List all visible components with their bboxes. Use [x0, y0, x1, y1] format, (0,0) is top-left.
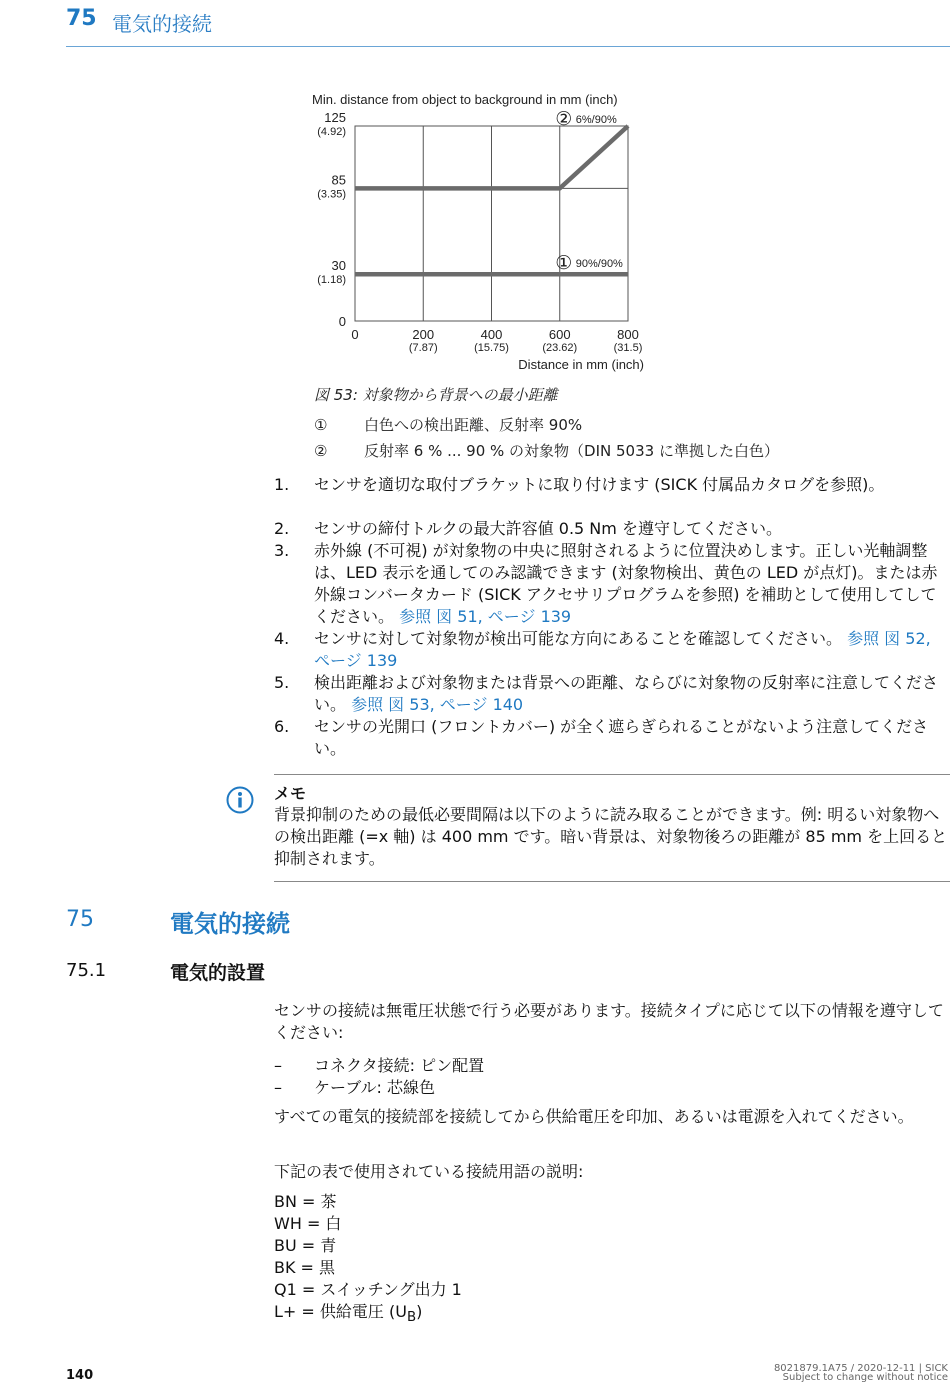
- power-paragraph: すべての電気的接続部を接続してから供給電圧を印加、あるいは電源を入れてください。: [274, 1107, 914, 1126]
- x-tick-sublabel: (15.75): [474, 342, 509, 354]
- series-marker: ①: [555, 253, 573, 275]
- dash-bullet: –: [274, 1078, 282, 1097]
- step-number: 3.: [274, 541, 290, 560]
- step-text: センサを適切な取付ブラケットに取り付けます (SICK 付属品カタログを参照)。: [314, 475, 885, 494]
- dash-bullet: –: [274, 1056, 282, 1075]
- header-chapter-title: 電気的接続: [112, 12, 212, 36]
- step-item: [274, 628, 950, 672]
- note-divider-top: [274, 774, 950, 775]
- step-4-reference-link[interactable]: 参照 図 52, ページ 139: [314, 629, 931, 670]
- y-tick-label: 30: [331, 258, 346, 274]
- term-q1: Q1 = スイッチング出力 1: [274, 1280, 462, 1299]
- section-number: 75: [66, 907, 94, 932]
- term-wh: WH = 白: [274, 1214, 342, 1233]
- term-supply: L+ = 供給電圧 $(U_B)$: [274, 1302, 423, 1326]
- info-icon: [226, 786, 254, 814]
- terms-list: [274, 1191, 462, 1329]
- step-text: センサの締付トルクの最大許容値 0.5 Nm を遵守してください。: [314, 519, 782, 538]
- header-rule: [66, 46, 950, 47]
- y-tick-sublabel: (1.18): [317, 274, 346, 287]
- dash-list-item: [274, 1053, 484, 1076]
- page-number: 140: [66, 1368, 94, 1383]
- legend-item: [314, 440, 779, 461]
- chart-grid: [355, 126, 628, 321]
- dash-list-item: [274, 1075, 435, 1098]
- x-tick-label: 0: [351, 327, 359, 342]
- note-body: 背景抑制のための最低必要間隔は以下のように読み取ることができます。例: 明るい対象物への検出距離 (=x 軸) は 400 mm です。暗い背景は、対象物後ろの距離が 85 mm を上回ると抑制されます。: [274, 805, 948, 868]
- y-tick-label: 125: [324, 110, 346, 125]
- term-bn: BN = 茶: [274, 1192, 337, 1211]
- y-axis-ticks: [317, 110, 346, 329]
- step-item: [274, 672, 950, 716]
- legend-key: ①: [314, 416, 328, 434]
- x-tick-label: 800: [617, 327, 639, 342]
- section-title: 電気的接続: [170, 910, 290, 938]
- subsection-title: 電気的設置: [170, 962, 266, 984]
- series-marker: ②: [555, 109, 573, 130]
- step-number: 2.: [274, 519, 290, 538]
- step-number: 5.: [274, 673, 290, 692]
- step-text: 検出距離および対象物または背景への距離、ならびに対象物の反射率に注意してください。: [314, 673, 939, 714]
- term-bk: BK = 黒: [274, 1258, 336, 1277]
- step-text: センサの光開口 (フロントカバー) が全く遮らぎられることがないよう注意してください。: [314, 717, 929, 758]
- step-3-reference-link[interactable]: 参照 図 51, ページ 139: [399, 607, 572, 626]
- step-text: 赤外線 (不可視) が対象物の中央に照射されるように位置決めします。正しい光軸調整は、LED 表示を通してのみ認識できます (対象物検出、黄色の LED が点灯)。または赤外線コンバータカード (SICK アクセサリプログラムを参照) を補助として使用してしてください。: [314, 541, 938, 626]
- series-label: 90%/90%: [575, 258, 623, 271]
- y-tick-sublabel: (3.35): [317, 188, 346, 201]
- step-item: [274, 540, 950, 628]
- chart-title: Min. distance from object to background in mm (inch): [312, 92, 618, 107]
- x-tick-label: 200: [412, 327, 435, 342]
- step-item: [274, 474, 950, 496]
- y-tick-label: 0: [338, 314, 346, 329]
- header-chapter-number: 75: [66, 6, 97, 31]
- x-tick-label: 400: [480, 327, 503, 342]
- min-distance-chart: [300, 86, 660, 376]
- step-item: [274, 518, 950, 540]
- step-item: [274, 716, 950, 760]
- step-number: 1.: [274, 475, 290, 494]
- terms-intro: 下記の表で使用されている接続用語の説明:: [274, 1162, 584, 1181]
- legend-text: 反射率 6 % ... 90 % の対象物（DIN 5033 に準拠した白色）: [364, 442, 779, 460]
- note-title: メモ: [274, 784, 307, 803]
- y-tick-sublabel: (4.92): [317, 126, 346, 138]
- legend-key: ②: [314, 442, 328, 460]
- step-number: 4.: [274, 629, 290, 648]
- x-tick-label: 600: [548, 327, 571, 342]
- step-5-reference-link[interactable]: 参照 図 53, ページ 140: [351, 695, 524, 714]
- x-tick-sublabel: (23.62): [542, 342, 578, 354]
- x-axis-label: Distance in mm (inch): [518, 357, 644, 372]
- y-tick-label: 85: [331, 172, 346, 188]
- x-tick-sublabel: (7.87): [408, 342, 438, 354]
- footer-notice: Subject to change without notice: [782, 1372, 948, 1383]
- x-axis-ticks: [351, 327, 642, 354]
- intro-paragraph: センサの接続は無電圧状態で行う必要があります。接続タイプに応じて以下の情報を遵守してください:: [274, 1001, 944, 1042]
- step-text: センサに対して対象物が検出可能な方向にあることを確認してください。: [314, 629, 848, 648]
- series-label: 6%/90%: [575, 114, 617, 126]
- subsection-number: 75.1: [66, 960, 107, 981]
- term-bu: BU = 青: [274, 1236, 337, 1255]
- step-number: 6.: [274, 717, 290, 736]
- figure-caption: 図 53: 対象物から背景への最小距離: [314, 386, 558, 404]
- dash-text: ケーブル: 芯線色: [314, 1078, 436, 1097]
- footer-doc-id: 8021879.1A75 / 2020-12-11 | SICK: [773, 1363, 948, 1374]
- x-tick-sublabel: (31.5): [613, 342, 643, 354]
- note-divider-bottom: [274, 881, 950, 882]
- dash-text: コネクタ接続: ピン配置: [314, 1056, 485, 1075]
- legend-item: [314, 414, 582, 435]
- legend-text: 白色への検出距離、反射率 90%: [364, 416, 583, 434]
